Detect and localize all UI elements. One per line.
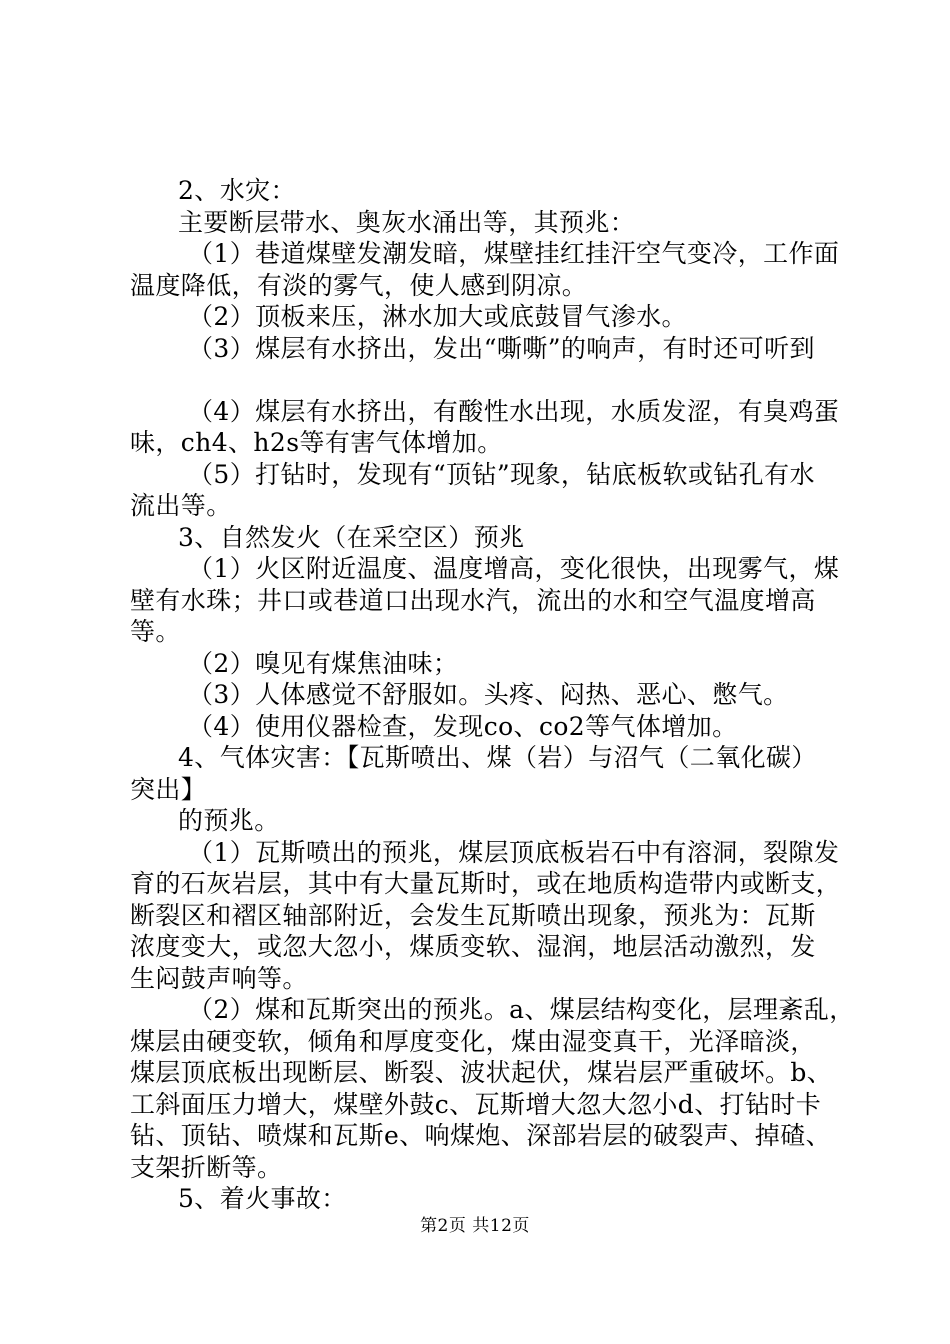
paragraph-line: （4）使用仪器检查，发现co、co2等气体增加。 [188, 711, 738, 741]
paragraph-line: （2）顶板来压，淋水加大或底鼓冒气渗水。 [188, 302, 687, 331]
document-body [130, 175, 855, 1215]
paragraph-line: 主要断层带水、奥灰水涌出等，其预兆： [178, 207, 636, 237]
paragraph-line: 味，ch4、h2s等有害气体增加。 [130, 428, 503, 457]
paragraph-line: （4）煤层有水挤出，有酸性水出现，水质发涩，有臭鸡蛋 [188, 396, 840, 426]
paragraph-line: （2）煤和瓦斯突出的预兆。a、煤层结构变化，层理紊乱， [188, 995, 855, 1024]
paragraph-line: 煤层由硬变软，倾角和厚度变化，煤由湿变真干，光泽暗淡， [130, 1026, 816, 1056]
paragraph-line: 支架折断等。 [130, 1152, 283, 1182]
paragraph-line: （3）煤层有水挤出，发出“嘶嘶”的响声，有时还可听到 [188, 333, 815, 363]
section-heading-fire-accident: 5、着火事故： [178, 1184, 347, 1213]
paragraph-line: 等。 [130, 617, 181, 646]
section-heading-spontaneous-fire: 3、自然发火（在采空区）预兆 [178, 522, 525, 552]
paragraph-line: 生闷鼓声响等。 [130, 963, 308, 993]
paragraph-line: 钻、顶钻、喷煤和瓦斯e、响煤炮、深部岩层的破裂声、掉碴、 [130, 1121, 831, 1150]
paragraph-line: 突出】 [130, 774, 207, 804]
section-heading-water-disaster: 2、水灾： [178, 176, 296, 205]
blank-line [130, 364, 840, 396]
paragraph-line: 壁有水珠；井口或巷道口出现水汽，流出的水和空气温度增高 [130, 585, 816, 615]
paragraph-line: 流出等。 [130, 491, 232, 520]
paragraph-line: （2）嗅见有煤焦油味； [188, 648, 459, 678]
section-heading-gas-disaster: 4、气体灾害：【瓦斯喷出、煤（岩）与沼气（二氧化碳） [178, 743, 817, 772]
page-number-footer: 第2页 共12页 [420, 1216, 530, 1236]
paragraph-line: （5）打钻时，发现有“顶钻”现象，钻底板软或钻孔有水 [188, 459, 815, 489]
paragraph-line: 工斜面压力增大，煤壁外鼓c、瓦斯增大忽大忽小d、打钻时卡 [130, 1089, 822, 1119]
paragraph-line: （1）火区附近温度、温度增高，变化很快，出现雾气，煤 [188, 554, 840, 583]
paragraph-line: 煤层顶底板出现断层、断裂、波状起伏，煤岩层严重破坏。b、 [130, 1058, 833, 1087]
paragraph-line: 的预兆。 [178, 806, 280, 835]
paragraph-line: 断裂区和褶区轴部附近，会发生瓦斯喷出现象，预兆为：瓦斯 [130, 900, 816, 930]
paragraph-line: （1）瓦斯喷出的预兆，煤层顶底板岩石中有溶洞，裂隙发 [188, 837, 840, 867]
paragraph-line: （3）人体感觉不舒服如。头疼、闷热、恶心、憋气。 [188, 680, 789, 709]
paragraph-line: 温度降低，有淡的雾气，使人感到阴凉。 [130, 270, 588, 300]
paragraph-line: 浓度变大，或忽大忽小，煤质变软、湿润，地层活动激烈，发 [130, 932, 816, 961]
paragraph-line: （1）巷道煤壁发潮发暗，煤壁挂红挂汗空气变冷，工作面 [188, 239, 840, 268]
paragraph-line: 育的石灰岩层，其中有大量瓦斯时，或在地质构造带内或断支， [130, 869, 842, 898]
